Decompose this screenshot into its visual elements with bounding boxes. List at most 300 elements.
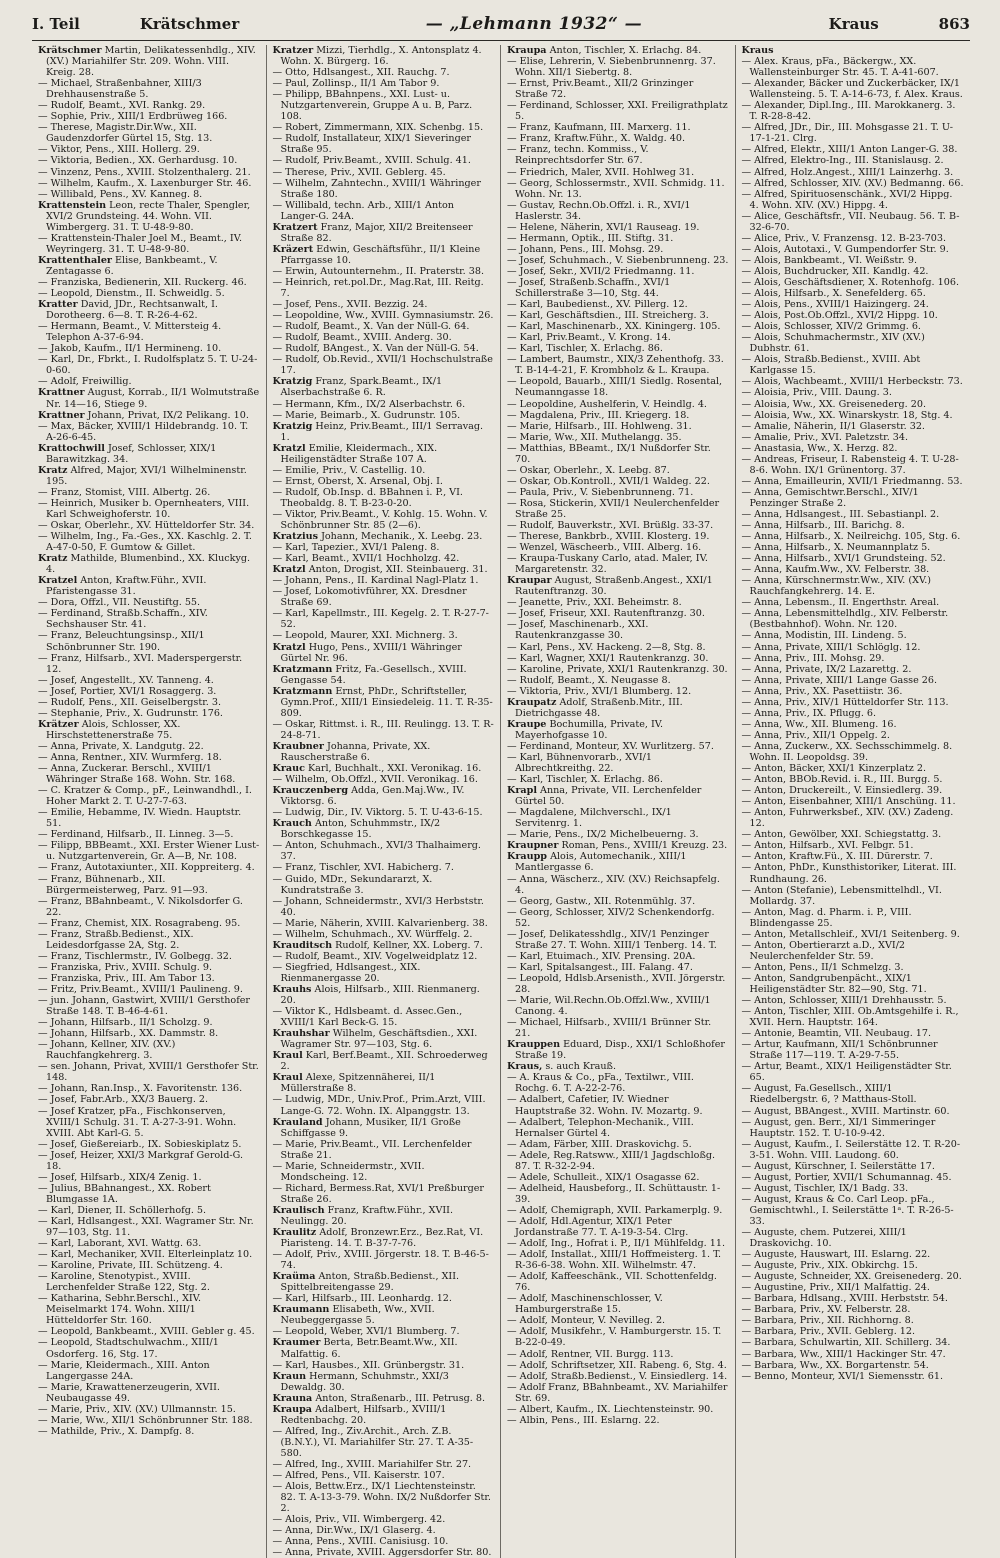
directory-entry bbox=[507, 1216, 729, 1238]
directory-entry bbox=[273, 1028, 495, 1050]
entry-text: — Rudolf, Beamt., XIV. Vogelweidplatz 12. bbox=[272, 950, 478, 962]
directory-entry bbox=[507, 995, 729, 1017]
entry-text: — Josef, Fabr.Arb., XX/3 Bauerg. 2. bbox=[38, 1094, 209, 1106]
directory-entry bbox=[742, 266, 965, 277]
directory-entry bbox=[273, 1337, 495, 1359]
directory-entry bbox=[507, 200, 729, 222]
entry-text: — Benno, Monteur, XVI/1 Siemensstr. 61. bbox=[741, 1370, 944, 1382]
directory-entry bbox=[273, 686, 495, 719]
entry-text: Adolf, Straßenb.Mitr., III. Dietrichgasse 48. bbox=[515, 696, 683, 719]
entry-text: — Anton, Bäcker, XXI/1 Kinzerplatz 2. bbox=[741, 763, 927, 775]
directory-entry bbox=[273, 1271, 495, 1293]
directory-entry bbox=[38, 686, 260, 697]
entry-text: — Hermann, Optik., III. Stiftg. 31. bbox=[507, 232, 674, 244]
entry-text: — Hermann, Beamt., V. Mittersteig 4. Telephon A-37-6-94. bbox=[38, 321, 222, 344]
directory-entry bbox=[273, 1371, 495, 1393]
entry-text: — Siegfried, Hdlsangest., XIX. Rienmanergasse 20. bbox=[272, 961, 421, 984]
entry-surname: Krauhs bbox=[272, 983, 312, 995]
directory-entry bbox=[507, 642, 729, 653]
entry-text: — Ernst, Priv.Beamt., XII/2 Grinzinger Straße 72. bbox=[507, 78, 694, 101]
entry-surname: Kraupa bbox=[507, 45, 547, 56]
directory-entry bbox=[507, 255, 729, 266]
directory-entry bbox=[38, 840, 260, 862]
entry-text: Anton, Tischler, X. Erlachg. 84. bbox=[546, 45, 702, 56]
entry-text: — Ferdinand, Straßb.Schaffn., XIV. Sechshauser Str. 41. bbox=[38, 608, 208, 631]
directory-entry bbox=[38, 321, 260, 343]
entry-text: Alois, Schlosser, XX. Hirschstettenerstraße 75. bbox=[46, 718, 181, 741]
entry-surname: Krapl bbox=[507, 785, 537, 797]
entry-text: — Franz, Tischler, XVI. Habicherg. 7. bbox=[272, 862, 454, 874]
entry-surname: Kraupa bbox=[272, 1403, 313, 1415]
directory-entry bbox=[38, 1404, 260, 1415]
entry-text: Franz, Major, XII/2 Breitenseer Straße 82. bbox=[280, 221, 473, 244]
directory-entry bbox=[742, 1349, 965, 1360]
directory-entry bbox=[507, 1315, 729, 1326]
directory-entry bbox=[742, 189, 965, 211]
directory-entry bbox=[38, 1139, 260, 1150]
directory-entry bbox=[507, 553, 729, 575]
directory-entry bbox=[38, 1249, 260, 1260]
entry-text: Johann, Musiker, II/1 Große Schiffgasse 9. bbox=[280, 1116, 461, 1139]
entry-text: — August, Kraus & Co. Carl Leop. pFa., Gemischtwhl., I. Seilerstätte 1ᵃ. T. R-26-5-33. bbox=[741, 1193, 954, 1227]
entry-text: — Johann, Hilfsarb., XX. Dammstr. 8. bbox=[38, 1028, 219, 1040]
directory-entry bbox=[742, 277, 965, 288]
directory-entry bbox=[38, 144, 260, 155]
directory-entry bbox=[507, 133, 729, 144]
directory-entry bbox=[507, 376, 729, 398]
entry-text: Rudolf, Kellner, XX. Loberg. 7. bbox=[332, 939, 483, 951]
entry-text: — Josef, Heizer, XXI/3 Markgraf Gerold-G. 18. bbox=[38, 1149, 243, 1172]
directory-entry bbox=[273, 741, 495, 763]
entry-text: — Jakob, Kaufm., II/1 Hermineng. 10. bbox=[38, 343, 222, 355]
entry-text: — Krattenstein-Thaler Joel M., Beamt., IV. Weyringerg. 31. T. U-48-9-80. bbox=[38, 232, 242, 255]
directory-entry bbox=[742, 686, 965, 697]
entry-surname: Kraul bbox=[272, 1072, 303, 1084]
directory-entry bbox=[742, 995, 965, 1006]
entry-text: — Lambert, Baumstr., XIX/3 Zehenthofg. 33. T. B-14-4-21, F. Krombholz & L. Kraupa. bbox=[507, 354, 724, 377]
directory-entry bbox=[273, 1481, 495, 1514]
directory-entry bbox=[742, 862, 965, 884]
entry-text: — Josef Kratzer, pFa., Fischkonserven, XVIII/1 Schulg. 31. T. A-27-3-91. Wohn. XVIII. Abt Karl-G. 5. bbox=[38, 1105, 237, 1139]
directory-entry bbox=[742, 410, 965, 421]
directory-entry bbox=[38, 45, 260, 78]
directory-entry bbox=[273, 896, 495, 918]
directory-entry bbox=[742, 1304, 965, 1315]
entry-text: — Adolf, Schriftsetzer, XII. Rabeng. 6, Stg. 4. bbox=[507, 1359, 727, 1371]
entry-text: — Aloisia, Ww., XX. Greisenederg. 20. bbox=[741, 398, 926, 410]
entry-text: — Auguste, Hauswart, III. Eslarng. 22. bbox=[741, 1249, 931, 1261]
directory-entry bbox=[38, 189, 260, 200]
entry-text: — Karoline, Private, XXI/1 Rautenkranzg. 30. bbox=[507, 663, 728, 675]
directory-entry bbox=[273, 564, 495, 575]
entry-text: — Amalie, Näherin, II/1 Glaserstr. 32. bbox=[741, 420, 925, 432]
entry-text: — Therese, Bankbrb., XVIII. Klosterg. 19. bbox=[507, 531, 710, 543]
directory-entry bbox=[742, 509, 965, 520]
directory-entry bbox=[38, 675, 260, 686]
directory-entry bbox=[742, 1139, 965, 1161]
entry-text: — Rudolf, Ob.Revid., XVII/1 Hochschulstraße 17. bbox=[272, 354, 493, 377]
directory-entry bbox=[507, 100, 729, 122]
directory-entry bbox=[507, 1017, 729, 1039]
directory-entry bbox=[742, 697, 965, 708]
entry-text: — Franz, Bühnenarb., XII. Bürgermeisterweg, Parz. 91—93. bbox=[38, 873, 208, 896]
entry-text: — Anton, PhDr., Kunsthistoriker, Literat. III. Rundhaung. 26. bbox=[741, 862, 957, 885]
directory-entry bbox=[273, 487, 495, 509]
directory-entry bbox=[742, 443, 965, 454]
directory-entry bbox=[38, 697, 260, 708]
entry-text: — Adolf, Freiwillig. bbox=[38, 376, 132, 388]
directory-entry bbox=[742, 851, 965, 862]
page-number: 863 bbox=[938, 15, 970, 33]
entry-text: — Anna, Zuckerar. Berschl., XVIII/1 Währinger Straße 168. Wohn. Str. 168. bbox=[38, 763, 236, 786]
directory-entry bbox=[38, 553, 260, 575]
entry-text: — Adolf, Musikfehr., V. Hamburgerstr. 15. T. B-22-0-49. bbox=[507, 1326, 722, 1349]
directory-entry bbox=[38, 1293, 260, 1326]
entry-text: Anton, Straßb.Bedienst., XII. Spittelbreitengasse 29. bbox=[280, 1271, 460, 1294]
directory-entry bbox=[507, 1172, 729, 1183]
entry-text: — Anton, Hilfsarb., XVI. Felbgr. 51. bbox=[741, 840, 914, 852]
directory-entry bbox=[38, 288, 260, 299]
entry-text: — Ferdinand, Hilfsarb., II. Linneg. 3—5. bbox=[38, 829, 234, 841]
directory-entry bbox=[742, 796, 965, 807]
entry-text: — Anna, Priv., XII/1 Oppelg. 2. bbox=[741, 729, 890, 741]
directory-entry bbox=[507, 410, 729, 421]
entry-text: — Georg, Schlosser, XIV/2 Schenkendorfg. 52. bbox=[507, 906, 715, 929]
directory-entry bbox=[38, 951, 260, 962]
directory-entry bbox=[507, 1382, 729, 1404]
directory-entry bbox=[38, 807, 260, 829]
directory-entry bbox=[742, 575, 965, 597]
entry-text: — August, BBAngest., XVIII. Martinstr. 60. bbox=[741, 1105, 950, 1117]
column-4 bbox=[736, 45, 971, 1558]
left-guide-word: Krätschmer bbox=[139, 15, 240, 33]
directory-entry bbox=[273, 1459, 495, 1470]
directory-entry bbox=[507, 277, 729, 299]
directory-entry bbox=[507, 951, 729, 962]
entry-text: — Franz, Kaufmann, III. Marxerg. 11. bbox=[507, 122, 691, 134]
directory-entry bbox=[507, 675, 729, 686]
entry-surname: Kratzig bbox=[272, 376, 313, 388]
directory-entry bbox=[273, 200, 495, 222]
entry-text: — Helene, Näherin, XVI/1 Rauseag. 19. bbox=[507, 221, 700, 233]
directory-entry bbox=[507, 896, 729, 907]
entry-text: — Karl, Hdlsangest., XXI. Wagramer Str. Nr. 97—103, Stg. 11. bbox=[38, 1215, 254, 1239]
directory-entry bbox=[273, 399, 495, 410]
entry-surname: Kratzl bbox=[272, 564, 306, 576]
directory-entry bbox=[742, 78, 965, 100]
entry-text: — Viktoria, Bedien., XX. Gerhardusg. 10. bbox=[38, 155, 238, 167]
directory-entry bbox=[38, 630, 260, 652]
entry-text: — Leopold, Bauarb., XIII/1 Siedlg. Rosental, Neumanngasse 18. bbox=[507, 376, 723, 399]
entry-text: — Leopold, Weber, XVI/1 Blumberg. 7. bbox=[272, 1326, 460, 1338]
directory-entry bbox=[273, 664, 495, 686]
directory-entry bbox=[742, 1315, 965, 1326]
entry-text: — Franz, Autotaxiunter., XII. Koppreiterg. 4. bbox=[38, 862, 255, 874]
directory-entry bbox=[273, 45, 495, 67]
entry-text: — Anna, Hilfsarb., III. Barichg. 8. bbox=[741, 520, 905, 532]
directory-entry bbox=[38, 1083, 260, 1094]
entry-text: — Viktor, Priv.Beamt., V. Kohlg. 15. Wohn. V. Schönbrunner Str. 85 (2—6). bbox=[272, 508, 488, 532]
directory-entry bbox=[273, 1006, 495, 1028]
entry-text: Ernst, PhDr., Schriftsteller, Gymn.Prof., XIII/1 Einsiedeleig. 11. T. R-35-809. bbox=[280, 685, 493, 719]
entry-text: — Karl, Dr., Fbrkt., I. Rudolfsplatz 5. T. U-24-0-60. bbox=[38, 354, 258, 377]
directory-entry bbox=[742, 1106, 965, 1117]
directory-entry bbox=[38, 1094, 260, 1105]
entry-text: — Antonie, Beamtin, VII. Neubaug. 17. bbox=[741, 1028, 932, 1040]
directory-entry bbox=[38, 874, 260, 896]
directory-entry bbox=[38, 299, 260, 321]
directory-entry bbox=[273, 1547, 495, 1558]
entry-text: Karl, Berf.Beamt., XII. Schroederweg 2. bbox=[280, 1050, 488, 1073]
entry-text: — Fritz, Priv.Beamt., XVIII/1 Paulineng. 9. bbox=[38, 983, 243, 995]
entry-text: — Viktor K., Hdlsbeamt. d. Assec.Gen., XVIII/1 Karl Beck-G. 15. bbox=[272, 1006, 463, 1029]
entry-text: — Alois, Schlosser, XIV/2 Grimmg. 6. bbox=[741, 321, 921, 333]
entry-text: — Georg, Gastw., XII. Rotenmühlg. 37. bbox=[507, 895, 696, 907]
entry-text: — Anton, Tischler, XIII. Ob.Amtsgehilfe i. R., XVII. Hern. Hauptstr. 164. bbox=[741, 1006, 959, 1029]
entry-text: — Josef, Angestellt., XV. Tanneng. 4. bbox=[38, 674, 214, 686]
entry-text: — Leopoldine, Ww., XVIII. Gymnasiumstr. 26. bbox=[272, 310, 494, 322]
entry-text: — Augustine, Priv., XII/1 Malfattig. 24. bbox=[741, 1282, 930, 1294]
directory-entry bbox=[273, 1326, 495, 1337]
entry-text: — Marie, Pens., IX/2 Michelbeuerng. 3. bbox=[507, 829, 699, 841]
entry-text: — Franziska, Priv., XVIII. Schulg. 9. bbox=[38, 961, 212, 973]
directory-entry bbox=[742, 211, 965, 233]
directory-entry bbox=[38, 1205, 260, 1216]
entry-text: — Michael, Straßenbahner, XIII/3 Drehhausenstraße 5. bbox=[38, 78, 202, 101]
entry-text: — Johann, Ran.Insp., X. Favoritenstr. 136. bbox=[38, 1083, 243, 1095]
entry-text: Anna, Private, VII. Lerchenfelder Gürtel 50. bbox=[515, 785, 702, 808]
entry-text: — Ernst, Oberst, X. Arsenal, Obj. I. bbox=[272, 475, 443, 487]
entry-text: — Rudolf, Pens., XII. Geiselbergstr. 3. bbox=[38, 696, 221, 708]
directory-entry bbox=[742, 1260, 965, 1271]
entry-text: — Willibald, techn. Arb., XIII/1 Anton Langer-G. 24A. bbox=[272, 199, 454, 222]
entry-text: — Alois, Priv., VII. Wimbergerg. 42. bbox=[272, 1514, 446, 1526]
page-header bbox=[32, 14, 970, 41]
directory-entry bbox=[38, 1326, 260, 1337]
entry-text: Roman, Pens., XVIII/1 Kreuzg. 23. bbox=[558, 840, 728, 852]
directory-entry bbox=[742, 310, 965, 321]
entry-text: — Paul, Zollinsp., II/1 Am Tabor 9. bbox=[272, 78, 440, 90]
directory-entry bbox=[742, 1371, 965, 1382]
entry-text: — Heinrich, Musiker b. Opernheaters, VIII. Karl Schweighoferstr. 10. bbox=[38, 497, 250, 520]
entry-text: — Anna, Private, IX/2 Lazarettg. 2. bbox=[741, 663, 912, 675]
entry-text: — Marie, Kleidermach., XIII. Anton Langergasse 24A. bbox=[38, 1359, 210, 1382]
entry-text: — Robert, Zimmermann, XIX. Schenbg. 15. bbox=[272, 122, 484, 134]
right-guide-word: Kraus bbox=[828, 15, 879, 33]
directory-entry bbox=[507, 531, 729, 542]
directory-entry bbox=[742, 299, 965, 310]
entry-text: — Magdalene, Milchverschl., IX/1 Servitenrg. 1. bbox=[507, 807, 672, 830]
entry-text: Adalbert, Hilfsarb., XVIII/1 Redtenbachg. 20. bbox=[280, 1403, 447, 1426]
entry-text: — August, Portier, XVII/1 Schumannag. 45. bbox=[741, 1171, 952, 1183]
directory-entry bbox=[507, 244, 729, 255]
entry-text: — Marie, Krawattenerzeugerin, XVII. Neubaugasse 49. bbox=[38, 1381, 220, 1404]
directory-entry bbox=[38, 421, 260, 443]
directory-entry bbox=[507, 1238, 729, 1249]
entry-text: Franz, Kraftw.Führ., XVII. Neulingg. 20. bbox=[280, 1204, 454, 1227]
entry-text: — August, Tischler, IX/1 Badg. 33. bbox=[741, 1182, 909, 1194]
entry-text: — Alois, Buchdrucker, XII. Kandlg. 42. bbox=[741, 265, 929, 277]
entry-text: — Anna, Private, XVIII. Aggersdorfer Str. 80. bbox=[272, 1547, 492, 1558]
directory-entry bbox=[507, 222, 729, 233]
directory-entry bbox=[507, 1415, 729, 1426]
entry-text: — Katharina, Sebhr.Berschl., XIV. Meiselmarkt 174. Wohn. XIII/1 Hütteldorfer Str. 160. bbox=[38, 1293, 202, 1327]
directory-entry bbox=[507, 266, 729, 277]
entry-surname: Kraupner bbox=[507, 840, 559, 852]
directory-entry bbox=[273, 586, 495, 608]
directory-entry bbox=[38, 962, 260, 973]
column-2 bbox=[267, 45, 502, 1558]
entry-text: — Josef, Pens., XVII. Bezzig. 24. bbox=[272, 299, 428, 311]
entry-surname: Krauppen bbox=[507, 1039, 561, 1051]
entry-text: — Filipp, BBBeamt., XXI. Erster Wiener Lust- u. Nutzgartenverein, Gr. A—B, Nr. 108. bbox=[38, 840, 260, 863]
directory-entry bbox=[507, 332, 729, 343]
directory-entry bbox=[38, 741, 260, 752]
directory-entry bbox=[38, 465, 260, 487]
directory-entry bbox=[38, 1415, 260, 1426]
directory-entry bbox=[742, 542, 965, 553]
entry-text: — Wilhelm, Ob.Offzl., XVII. Veronikag. 16. bbox=[272, 774, 478, 786]
entry-surname: Kratzmann bbox=[272, 663, 333, 675]
directory-entry bbox=[273, 476, 495, 487]
entry-text: — Adolf, Kaffeeschänk., VII. Schottenfeldg. 76. bbox=[507, 1271, 717, 1294]
entry-surname: Kratzert bbox=[272, 221, 318, 233]
directory-entry bbox=[273, 1139, 495, 1161]
entry-text: — Barbara, Ww., XIII/1 Hackinger Str. 47. bbox=[741, 1348, 946, 1360]
entry-text: — Anna, Priv., IX. Pflugg. 6. bbox=[741, 707, 877, 719]
directory-entry bbox=[273, 807, 495, 818]
entry-text: Johann, Mechanik., X. Leebg. 23. bbox=[318, 531, 483, 543]
entry-text: Mizzi, Tierhdlg., X. Antonsplatz 4. Wohn. X. Bürgerg. 16. bbox=[280, 45, 482, 68]
entry-text: — Josef, Maschinenarb., XXI. Rautenkranzgasse 30. bbox=[507, 619, 649, 642]
entry-text: Karl, Buchhalt., XXI. Veronikag. 16. bbox=[304, 763, 482, 775]
entry-text: — Elise, Lehrerin, V. Siebenbrunnenrg. 37. Wohn. XII/1 Siebertg. 8. bbox=[507, 56, 716, 79]
directory-entry bbox=[507, 697, 729, 719]
entry-text: Hugo, Pens., XVIII/1 Währinger Gürtel Nr. 96. bbox=[280, 641, 462, 664]
directory-entry bbox=[273, 962, 495, 984]
entry-text: Josef, Schlosser, XIX/1 Barawitzkag. 34. bbox=[46, 442, 217, 465]
directory-entry bbox=[507, 719, 729, 741]
directory-entry bbox=[742, 1083, 965, 1105]
directory-entry bbox=[38, 255, 260, 277]
directory-entry bbox=[507, 122, 729, 133]
entry-text: — Julius, BBahnangest., XX. Robert Blumgasse 1A. bbox=[38, 1182, 211, 1205]
entry-text: — Viktor, Pens., XIII. Hollerg. 29. bbox=[38, 144, 200, 156]
entry-text: Alfred, Major, XVI/1 Wilhelminenstr. 195. bbox=[46, 464, 247, 487]
directory-entry bbox=[38, 354, 260, 376]
entry-text: Elisabeth, Ww., XVII. Neubeggergasse 5. bbox=[280, 1304, 435, 1327]
directory-entry bbox=[273, 67, 495, 78]
entry-text: — Karl, Tischler, X. Erlachg. 86. bbox=[507, 343, 663, 355]
directory-entry bbox=[507, 178, 729, 200]
entry-text: Anton, Kraftw.Führ., XVII. Pfaristengasse 31. bbox=[46, 575, 207, 598]
entry-text: — Adam, Färber, XIII. Draskovichg. 5. bbox=[507, 1138, 692, 1150]
directory-entry bbox=[507, 1205, 729, 1216]
entry-surname: Kraus bbox=[741, 45, 774, 56]
entry-text: — Anton, Obertierarzt a.D., XVI/2 Neulerchenfelder Str. 59. bbox=[741, 939, 906, 962]
directory-entry bbox=[38, 233, 260, 255]
directory-entry bbox=[507, 399, 729, 410]
directory-entry bbox=[742, 476, 965, 487]
directory-entry bbox=[507, 907, 729, 929]
directory-entry bbox=[273, 542, 495, 553]
entry-text: — Adalbert, Cafetier, IV. Wiedner Hauptstraße 32. Wohn. IV. Mozartg. 9. bbox=[507, 1094, 703, 1117]
directory-entry bbox=[742, 885, 965, 907]
directory-entry bbox=[38, 829, 260, 840]
directory-entry bbox=[742, 730, 965, 741]
directory-entry bbox=[507, 851, 729, 873]
directory-entry bbox=[742, 940, 965, 962]
entry-text: Elise, Bankbeamt., V. Zentagasse 6. bbox=[46, 254, 218, 277]
entry-text: — Karl, Diener, II. Schöllerhofg. 5. bbox=[38, 1204, 207, 1216]
directory-entry bbox=[38, 498, 260, 520]
entry-text: — Karl, Mechaniker, XVII. Elterleinplatz 10. bbox=[38, 1249, 253, 1261]
entry-text: — Aloisia, Ww., XX. Winarskystr. 18, Stg. 4. bbox=[741, 409, 953, 421]
entry-text: — Anna, Wäscherz., XIV. (XV.) Reichsapfelg. 4. bbox=[507, 873, 720, 896]
directory-entry bbox=[742, 962, 965, 973]
entry-text: — Stephanie, Priv., X. Gudrunstr. 176. bbox=[38, 707, 223, 719]
directory-entry bbox=[742, 608, 965, 630]
directory-entry bbox=[38, 277, 260, 288]
directory-entry bbox=[742, 1061, 965, 1083]
directory-entry bbox=[507, 487, 729, 498]
entry-surname: Krauna bbox=[272, 1392, 313, 1404]
entry-text: — Alfred, Pens., VII. Kaiserstr. 107. bbox=[272, 1470, 445, 1482]
entry-text: — Marie, Priv., XIV. (XV.) Ullmannstr. 15. bbox=[38, 1403, 236, 1415]
entry-text: Alexe, Spitzennäherei, II/1 Müllerstraße 8. bbox=[280, 1072, 436, 1095]
entry-surname: Kraul bbox=[272, 1050, 303, 1062]
directory-entry bbox=[273, 630, 495, 641]
directory-entry bbox=[38, 708, 260, 719]
directory-entry bbox=[38, 1150, 260, 1172]
entry-surname: Kratz bbox=[38, 553, 68, 565]
directory-entry bbox=[38, 1061, 260, 1083]
directory-entry bbox=[38, 487, 260, 498]
entry-text: — Alois, Bankbeamt., VI. Weißstr. 9. bbox=[741, 254, 918, 266]
entry-text: — Adele, Reg.Ratsww., XIII/1 Jagdschloßg. 87. T. R-32-2-94. bbox=[507, 1149, 716, 1172]
directory-entry bbox=[273, 929, 495, 940]
entry-text: — Wilhelm, Kaufm., X. Laxenburger Str. 46. bbox=[38, 177, 252, 189]
directory-entry bbox=[273, 343, 495, 354]
entry-text: — Alois, Bettw.Erz., IX/1 Liechtensteinstr. 82. T. A-13-3-79. Wohn. IX/2 Nußdorfer Str. 2. bbox=[272, 1481, 491, 1515]
entry-text: — Erwin, Autounternehm., II. Praterstr. 38. bbox=[272, 265, 485, 277]
directory-entry bbox=[507, 785, 729, 807]
entry-text: — Josef, Delikatesshdlg., XIV/1 Penzinger Straße 27. T. Wohn. XIII/1 Tenberg. 14. T. bbox=[507, 928, 717, 951]
entry-text: — Karl, Pens., XV. Hackeng. 2—8, Stg. 8. bbox=[507, 641, 706, 653]
directory-entry bbox=[38, 1172, 260, 1183]
entry-text: — Heinrich, ret.pol.Dr., Mag.Rat, III. Reitg. 7. bbox=[272, 276, 484, 300]
directory-entry bbox=[38, 597, 260, 608]
directory-entry bbox=[38, 200, 260, 233]
directory-entry bbox=[742, 774, 965, 785]
entry-text: — Artur, Beamt., XIX/1 Heiligenstädter Str. 65. bbox=[741, 1061, 952, 1084]
directory-entry bbox=[507, 78, 729, 100]
entry-text: — Paula, Priv., V. Siebenbrunneng. 71. bbox=[507, 486, 694, 498]
entry-text: — Karl, Laborant, XVI. Wattg. 63. bbox=[38, 1238, 202, 1250]
publication-title: — „Lehmann 1932“ — bbox=[425, 14, 643, 34]
directory-entry bbox=[742, 178, 965, 189]
directory-entry bbox=[507, 1371, 729, 1382]
entry-text: Mathilde, Blumenbind., XX. Kluckyg. 4. bbox=[46, 553, 251, 576]
directory-entry bbox=[273, 266, 495, 277]
entry-text: — Willibald, Pens., XV. Kanneg. 8. bbox=[38, 188, 203, 200]
column-3 bbox=[501, 45, 736, 1558]
entry-text: — Hermann, Kfm., IX/2 Alserbachstr. 6. bbox=[272, 398, 466, 410]
entry-text: August, Korrab., II/1 Wolmutstraße Nr. 14—16, Stiege 9. bbox=[46, 387, 260, 410]
directory-entry bbox=[507, 299, 729, 310]
directory-entry bbox=[273, 277, 495, 299]
directory-entry bbox=[507, 1117, 729, 1139]
